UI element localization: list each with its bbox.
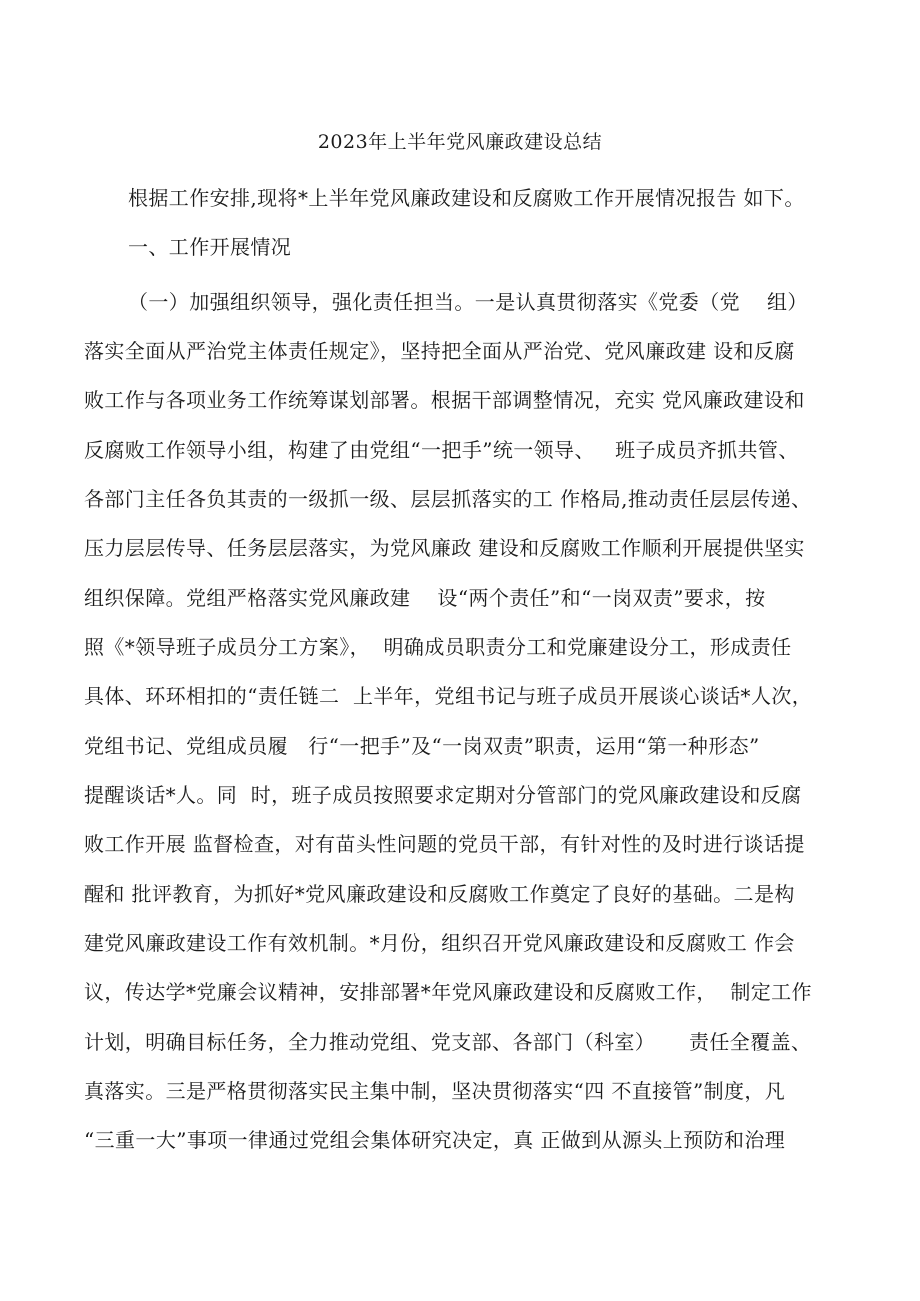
paragraph-line: 议，传达学*党廉会议精神，安排部署*年党风廉政建设和反腐败工作， 制定工作: [84, 980, 812, 1004]
paragraph-line: 各部门主任各负其责的一级抓一级、层层抓落实的工 作格局,推动责任层层传递、: [84, 487, 812, 511]
paragraph-line: 计划，明确目标任务，全力推动党组、党支部、各部门（科室） 责任全覆盖、: [84, 1030, 812, 1054]
paragraph-line: 败工作与各项业务工作统筹谋划部署。根据干部调整情况，充实 党风廉政建设和: [84, 388, 805, 412]
paragraph-line: 提醒谈话*人。同 时，班子成员按照要求定期对分管部门的党风廉政建设和反腐: [84, 783, 802, 807]
paragraph-line: 照《*领导班子成员分工方案》， 明确成员职责分工和党廉建设分工，形成责任: [84, 635, 792, 659]
paragraph-line: 反腐败工作领导小组，构建了由党组“一把手”统一领导、 班子成员齐抓共管、: [84, 438, 799, 462]
paragraph-line: 落实全面从严治党主体责任规定》，坚持把全面从严治党、党风廉政建 设和反腐: [84, 339, 795, 363]
paragraph-line: 真落实。三是严格贯彻落实民主集中制，坚决贯彻落实“四 不直接管”制度，凡: [84, 1079, 786, 1103]
paragraph-line: 组织保障。党组严格落实党风廉政建 设“两个责任”和“一岗双责”要求，按: [84, 586, 766, 610]
paragraph-line: 败工作开展 监督检查，对有苗头性问题的党员干部，有针对性的及时进行谈话提: [84, 832, 805, 856]
paragraph-line: 醒和 批评教育，为抓好*党风廉政建设和反腐败工作奠定了良好的基础。二是构: [84, 882, 795, 906]
paragraph-line: 具体、环环相扣的“责任链二 上半年，党组书记与班子成员开展谈心谈话*人次，: [84, 684, 813, 708]
paragraph-line: 党组书记、党组成员履 行“一把手”及“一岗双责”职责，运用“第一种形态”: [84, 734, 760, 758]
paragraph-line: （一）加强组织领导，强化责任担当。一是认真贯彻落实《党委（党 组）: [128, 290, 808, 314]
document-title: 2023年上半年党风廉政建设总结: [317, 131, 603, 153]
section-heading: 一、工作开展情况: [128, 235, 292, 259]
paragraph-line: 压力层层传导、任务层层落实，为党风廉政 建设和反腐败工作顺利开展提供坚实: [84, 536, 805, 560]
paragraph-line: “三重一大”事项一律通过党组会集体研究决定，真 正做到从源头上预防和治理: [84, 1128, 786, 1152]
paragraph-line: 根据工作安排,现将*上半年党风廉政建设和反腐败工作开展情况报告 如下。: [128, 186, 805, 210]
paragraph-line: 建党风廉政建设工作有效机制。*月份，组织召开党风廉政建设和反腐败工 作会: [84, 931, 795, 955]
